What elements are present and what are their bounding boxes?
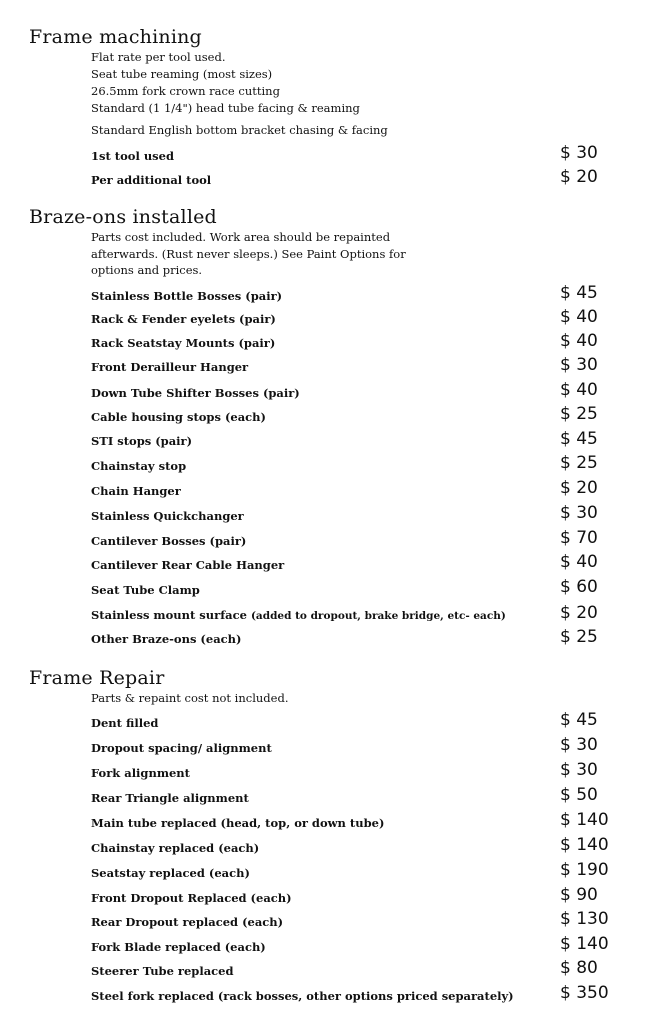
brazeon-item-label: Chain Hanger bbox=[91, 484, 181, 498]
repair-item-price: $ 130 bbox=[560, 909, 609, 929]
brazeon-item-label: Cantilever Bosses (pair) bbox=[91, 534, 247, 548]
machining-note-4: Standard (1 1/4") head tube facing & reaming bbox=[91, 101, 360, 115]
repair-item-price: $ 140 bbox=[560, 810, 609, 830]
repair-item-label: Main tube replaced (head, top, or down tube) bbox=[91, 816, 385, 830]
brazeon-item-label: Front Derailleur Hanger bbox=[91, 360, 249, 374]
brazeon-item-label: Rack & Fender eyelets (pair) bbox=[91, 312, 276, 326]
brazeon-item-price: $ 20 bbox=[560, 603, 598, 623]
brazeons-note-1: Parts cost included. Work area should be repainted bbox=[91, 230, 391, 244]
repair-item-price: $ 140 bbox=[560, 835, 609, 855]
section-title-machining: Frame machining bbox=[29, 26, 202, 48]
machining-note-5: Standard English bottom bracket chasing & facing bbox=[91, 123, 388, 137]
machining-item-price: $ 20 bbox=[560, 167, 598, 187]
brazeon-item-price: $ 25 bbox=[560, 627, 598, 647]
brazeon-item-label: Stainless Quickchanger bbox=[91, 509, 244, 523]
brazeon-item-label: Down Tube Shifter Bosses (pair) bbox=[91, 386, 300, 400]
section-title-brazeons: Braze-ons installed bbox=[29, 206, 217, 228]
repair-item-label: Fork alignment bbox=[91, 766, 190, 780]
brazeon-item-label: Chainstay stop bbox=[91, 459, 187, 473]
brazeons-note-3: options and prices. bbox=[91, 263, 203, 277]
machining-item-label: Per additional tool bbox=[91, 173, 212, 187]
repair-item-price: $ 50 bbox=[560, 785, 598, 805]
repair-item-price: $ 190 bbox=[560, 860, 609, 880]
repair-item-label: Rear Dropout replaced (each) bbox=[91, 915, 284, 929]
brazeon-item-label: STI stops (pair) bbox=[91, 434, 193, 448]
brazeon-item-label-main: Stainless mount surface bbox=[91, 608, 247, 622]
brazeon-item-price: $ 40 bbox=[560, 331, 598, 351]
repair-item-label: Seatstay replaced (each) bbox=[91, 866, 250, 880]
machining-note-1: Flat rate per tool used. bbox=[91, 50, 226, 64]
machining-note-2: Seat tube reaming (most sizes) bbox=[91, 67, 273, 81]
machining-item-price: $ 30 bbox=[560, 143, 598, 163]
section-title-repair: Frame Repair bbox=[29, 667, 165, 689]
brazeon-item-price: $ 40 bbox=[560, 380, 598, 400]
repair-item-price: $ 45 bbox=[560, 710, 598, 730]
machining-item-label: 1st tool used bbox=[91, 149, 175, 163]
repair-item-label: Dropout spacing/ alignment bbox=[91, 741, 272, 755]
brazeon-item-detail: (added to dropout, brake bridge, etc- each) bbox=[250, 610, 506, 622]
machining-note-3: 26.5mm fork crown race cutting bbox=[91, 84, 280, 98]
brazeon-item-label: Cable housing stops (each) bbox=[91, 410, 266, 424]
brazeon-item-price: $ 45 bbox=[560, 283, 598, 303]
brazeon-item-label bbox=[91, 608, 561, 622]
repair-item-label: Front Dropout Replaced (each) bbox=[91, 891, 292, 905]
brazeon-item-label: Rack Seatstay Mounts (pair) bbox=[91, 336, 276, 350]
repair-item-label: Chainstay replaced (each) bbox=[91, 841, 260, 855]
brazeon-item-price: $ 70 bbox=[560, 528, 598, 548]
brazeon-item-label: Seat Tube Clamp bbox=[91, 583, 200, 597]
repair-item-price: $ 90 bbox=[560, 885, 598, 905]
brazeon-item-label: Stainless Bottle Bosses (pair) bbox=[91, 289, 283, 303]
brazeon-item-price: $ 25 bbox=[560, 404, 598, 424]
brazeon-item-label: Other Braze-ons (each) bbox=[91, 632, 242, 646]
repair-note-1: Parts & repaint cost not included. bbox=[91, 691, 289, 705]
repair-item-label: Fork Blade replaced (each) bbox=[91, 940, 266, 954]
brazeon-item-price: $ 40 bbox=[560, 552, 598, 572]
brazeons-note-2: afterwards. (Rust never sleeps.) See Paint Options for bbox=[91, 247, 406, 261]
brazeon-item-price: $ 30 bbox=[560, 503, 598, 523]
repair-item-label: Dent filled bbox=[91, 716, 159, 730]
brazeon-item-price: $ 30 bbox=[560, 355, 598, 375]
repair-item-label: Steel fork replaced (rack bosses, other options priced separately) bbox=[91, 989, 514, 1003]
repair-item-price: $ 30 bbox=[560, 760, 598, 780]
brazeon-item-price: $ 20 bbox=[560, 478, 598, 498]
brazeon-item-price: $ 60 bbox=[560, 577, 598, 597]
repair-item-price: $ 30 bbox=[560, 735, 598, 755]
repair-item-label: Rear Triangle alignment bbox=[91, 791, 249, 805]
brazeon-item-label: Cantilever Rear Cable Hanger bbox=[91, 558, 285, 572]
brazeon-item-price: $ 25 bbox=[560, 453, 598, 473]
brazeon-item-price: $ 40 bbox=[560, 307, 598, 327]
repair-item-price: $ 140 bbox=[560, 934, 609, 954]
brazeon-item-price: $ 45 bbox=[560, 429, 598, 449]
repair-item-price: $ 350 bbox=[560, 983, 609, 1003]
repair-item-label: Steerer Tube replaced bbox=[91, 964, 234, 978]
repair-item-price: $ 80 bbox=[560, 958, 598, 978]
